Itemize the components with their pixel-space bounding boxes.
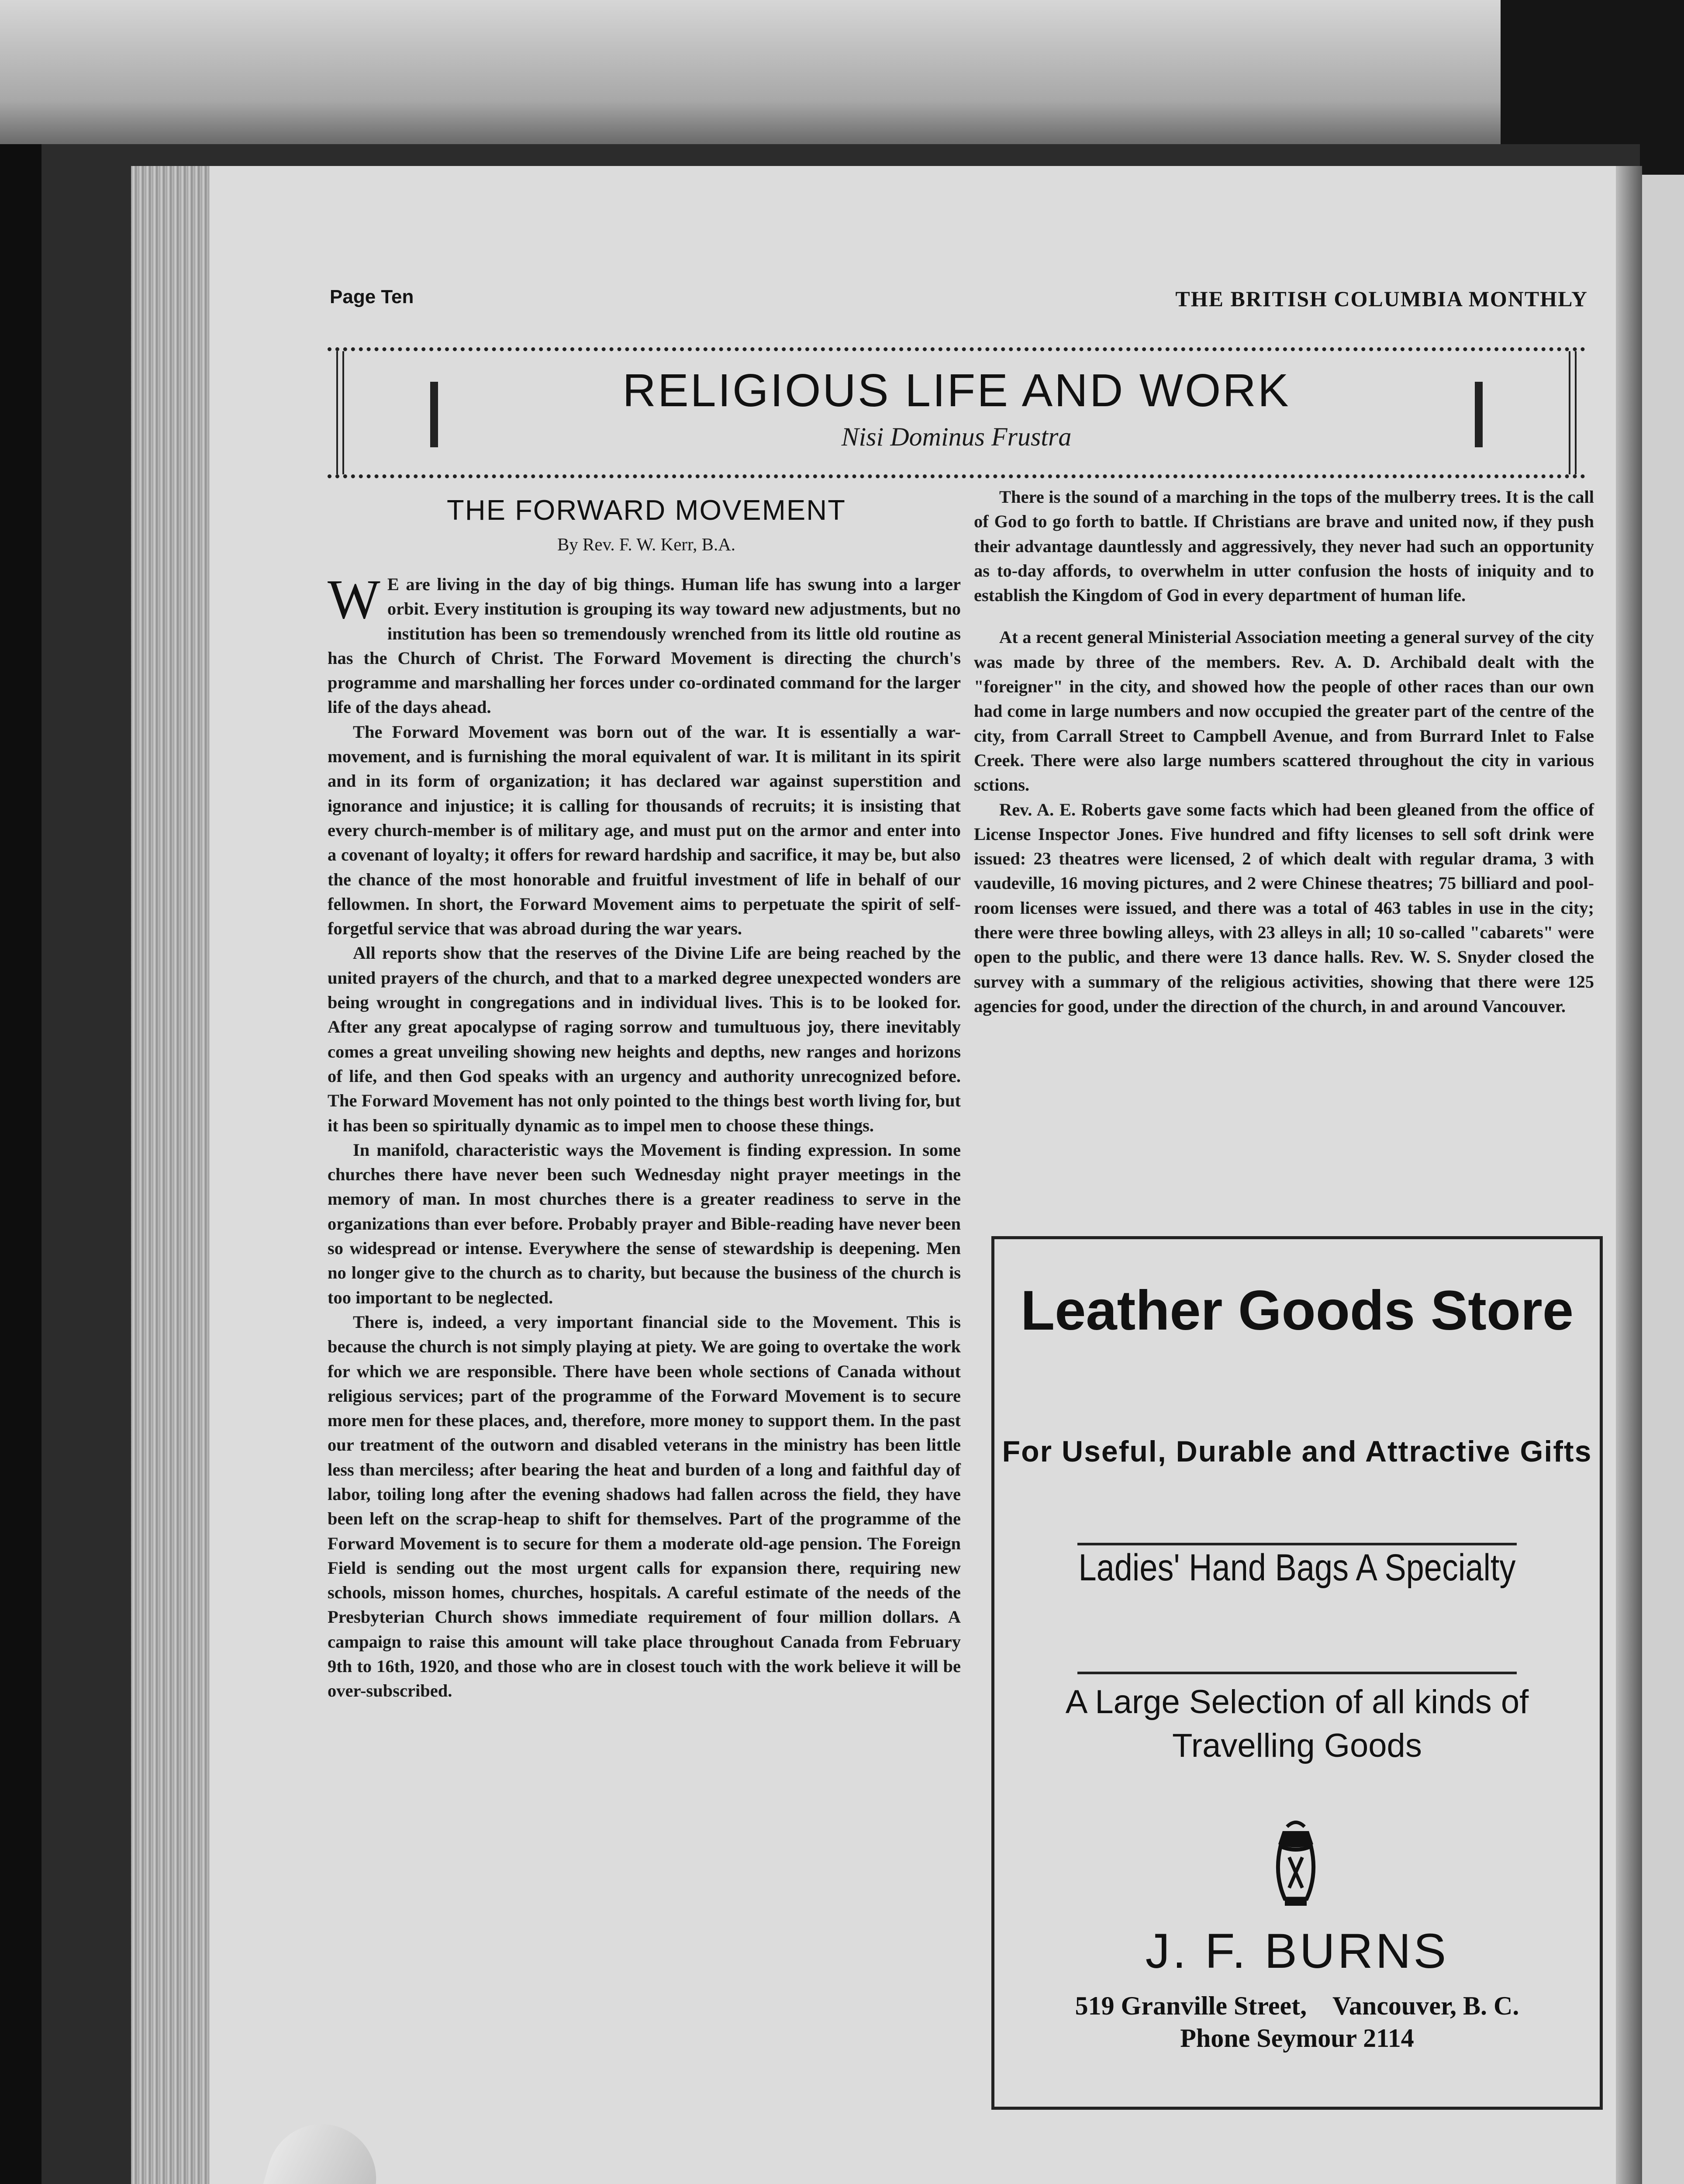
article-paragraph: The Forward Movement was born out of the war. It is essentially a war-movement, and is furnishing the moral equivalent of war. It is militant in its spirit and in its form of organization; it has declared war against superstition and ignorance and injustice; it is calling for thousands of recruits; it is insisting that every church-member is of military age, and must put on the armor and enter into a covenant of loyalty; it offers for reward hardship and sacrifice, it may be, but also the chance of the most honorable and fruitful investment of life in behalf of our fellowmen. In short, the Forward Movement aims to perpetuate the spirit of self-forgetful service that was abroad during the war years. xyxy=(328,722,961,939)
ad-divider xyxy=(1077,1672,1517,1674)
drop-cap: W xyxy=(328,568,380,630)
article-paragraph: W E are living in the day of big things. Human life has swung into a larger orbit. Every institution is grouping its way toward new adjustments, but no institution has been so tremendously wrenched from its little old routine as has the Church of Christ. The Forward Movement is directing the church's programme and marshalling her forces under co-ordinated command for the larger life of the days ahead. xyxy=(328,568,961,717)
leather-goods-advertisement xyxy=(991,1236,1603,2110)
article-paragraph: All reports show that the reserves of the Divine Life are being reached by the united prayers of the church, and that to a marked degree unexpected wonders are being wrought in congregations and in individual lives. This is to be looked for. After any great apocalypse of raging sorrow and tumultuous joy, there inevitably comes a great unveiling showing new heights and depths, new ranges and horizons of life, and then God speaks with an urgency and authority unrecognized before. The Forward Movement has not only pointed to the things best worth living for, but it has been so spiritually dynamic as to impel men to choose these things. xyxy=(328,943,961,1135)
ad-subheadline: For Useful, Durable and Attractive Gifts xyxy=(1002,1435,1592,1468)
article-byline: By Rev. F. W. Kerr, B.A. xyxy=(557,534,736,554)
ad-headline: Leather Goods Store xyxy=(1021,1279,1574,1342)
next-page-edge xyxy=(1642,175,1684,2184)
section-banner xyxy=(328,347,1585,478)
ad-merchant-name: J. F. BURNS xyxy=(1145,1924,1449,1978)
article-title: THE FORWARD MOVEMENT xyxy=(447,494,846,526)
article-paragraph: There is, indeed, a very important financial side to the Movement. This is because the church is not simply playing at piety. We are going to overtake the work for which we are responsible. There have been whole sections of Canada without religious services; part of the programme of the Forward Movement is to secure more men for these places, and, therefore, more money to support them. In the past our treatment of the outworn and disabled veterans in the ministry has been little less than merciless; after bearing the heat and burden of a long and faithful day of labor, toiling long after the evening shadows had fallen across the field, they have been left on the scrap-heap to shift for themselves. Part of the programme of the Forward Movement is to secure for them a moderate old-age pension. The Foreign Field is sending out the most urgent calls for expansion there, requiring new schools, misson homes, churches, hospitals. A careful estimate of the needs of the Presbyterian Church shows immediate requirement of four million dollars. A campaign to raise this amount will take place throughout Canada from February 9th to 16th, 1920, and those who are in closest touch with the work believe it will be over-subscribed. xyxy=(328,1312,961,1701)
ad-phone: Phone Seymour 2114 xyxy=(1180,2024,1414,2053)
article-column-left xyxy=(328,568,961,1704)
ad-selection: A Large Selection of all kinds of Travelling Goods xyxy=(1065,1683,1529,1764)
page-gutter xyxy=(1616,166,1642,2184)
article-column-right xyxy=(974,485,1594,1019)
survey-paragraph: At a recent general Ministerial Association meeting a general survey of the city was made by three of the members. Rev. A. D. Archibald dealt with the "foreigner" in the city, and showed how the people of other races than our own had come in large numbers and now occupied the greater part of the centre of the city, from Carrall Street to Campbell Avenue, and from Burrard Inlet to False Creek. There were also large numbers scattered throughout the city in various sctions. xyxy=(974,627,1594,795)
article-closing-paragraph: There is the sound of a marching in the tops of the mulberry trees. It is the call of God to go forth to battle. If Christians are brave and united now, if they push their advantage dauntlessly and aggressively, they never had such an opportunity as to-day affords, to overwhelm in utter confusion the hosts of iniquity and to establish the Kingdom of God in every department of human life. xyxy=(974,487,1594,605)
section-motto: Nisi Dominus Frustra xyxy=(841,422,1072,451)
ad-address: 519 Granville Street, Vancouver, B. C. xyxy=(1075,1991,1519,2020)
page-number: Page Ten xyxy=(330,286,414,308)
desk-background xyxy=(0,0,1684,144)
ad-contact xyxy=(1012,1990,1582,2054)
journal-title: THE BRITISH COLUMBIA MONTHLY xyxy=(1175,287,1588,311)
survey-paragraph: Rev. A. E. Roberts gave some facts which had been gleaned from the office of License Inspector Jones. Five hundred and fifty licenses to sell soft drink were issued: 23 theatres were licensed, 2 of which dealt with regular drama, 3 with vaudeville, 16 moving pictures, and 2 were Chinese theatres; 75 billiard and pool-room licenses were issued, and there was a total of 463 tables in use in the city; there were three bowling alleys, with 23 alleys in all; 10 so-called "cabarets" were open to the public, and there were 13 dance halls. Rev. W. S. Snyder closed the survey with a summary of the religious activities, showing that there were 125 agencies for good, under the direction of the church, in and around Vancouver. xyxy=(974,799,1594,1016)
section-title: RELIGIOUS LIFE AND WORK xyxy=(622,365,1291,416)
ad-specialty: Ladies' Hand Bags A Specialty xyxy=(1078,1547,1516,1589)
page-edges xyxy=(131,166,218,2184)
handbag-emblem-icon xyxy=(1270,1818,1322,1910)
article-paragraph: In manifold, characteristic ways the Movement is finding expression. In some churches there have never been such Wednesday night prayer meetings in the memory of man. In most churches there is a greater readiness to serve in the organizations than ever before. Probably prayer and Bible-reading have never been so widespread or intense. Everywhere the sense of stewardship is deepening. Men no longer give to the church as to charity, but because the business of the church is too important to be neglected. xyxy=(328,1140,961,1307)
